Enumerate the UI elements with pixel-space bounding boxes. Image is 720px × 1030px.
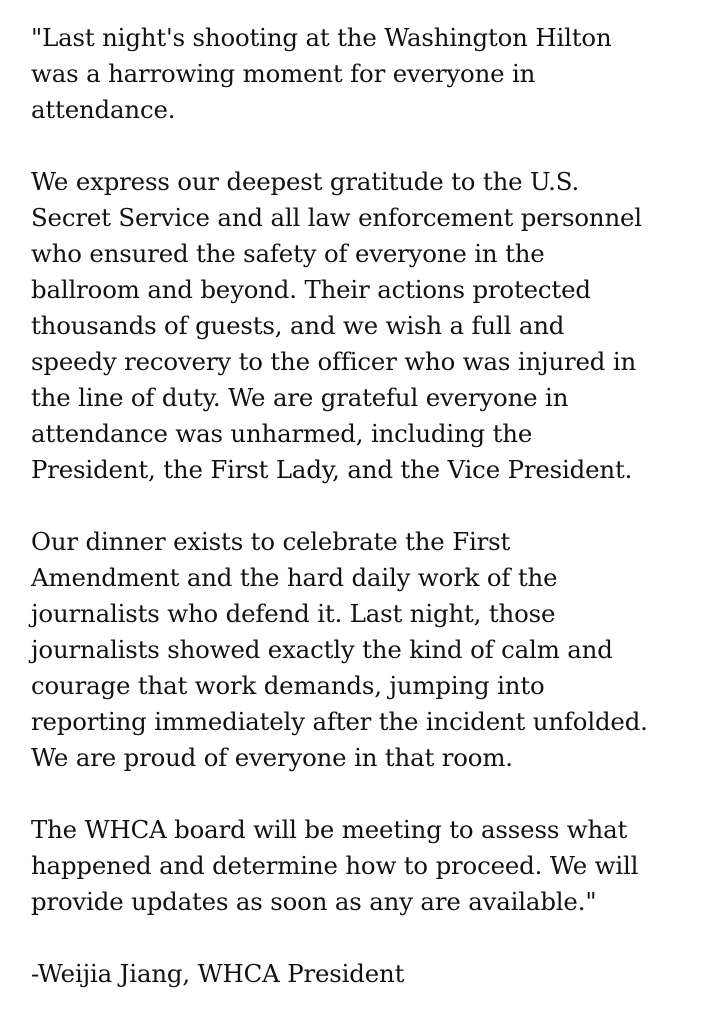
statement-paragraph-1: "Last night's shooting at the Washington Hilton was a harrowing moment for everyone in attendance. xyxy=(31,23,612,124)
statement-paragraph-2: We express our deepest gratitude to the U.S. Secret Service and all law enforcement personnel who ensured the safety of everyone in the ballroom and beyond. Their actions protected thousands of guests, and we wish a full and speedy recovery to the officer who was injured in the line of duty. We are grateful everyone in attendance was unharmed, including the President, the First Lady, and the Vice President. xyxy=(31,167,642,484)
statement-signature: -Weijia Jiang, WHCA President xyxy=(31,959,405,988)
statement-paragraph-4: The WHCA board will be meeting to assess what happened and determine how to proceed. We will provide updates as soon as any are available." xyxy=(31,815,639,916)
statement-paragraph-3: Our dinner exists to celebrate the First Amendment and the hard daily work of the journalists who defend it. Last night, those journalists showed exactly the kind of calm and courage that work demands, jumping into reporting immediately after the incident unfolded. We are proud of everyone in that room. xyxy=(31,527,648,772)
statement-document xyxy=(31,20,703,992)
